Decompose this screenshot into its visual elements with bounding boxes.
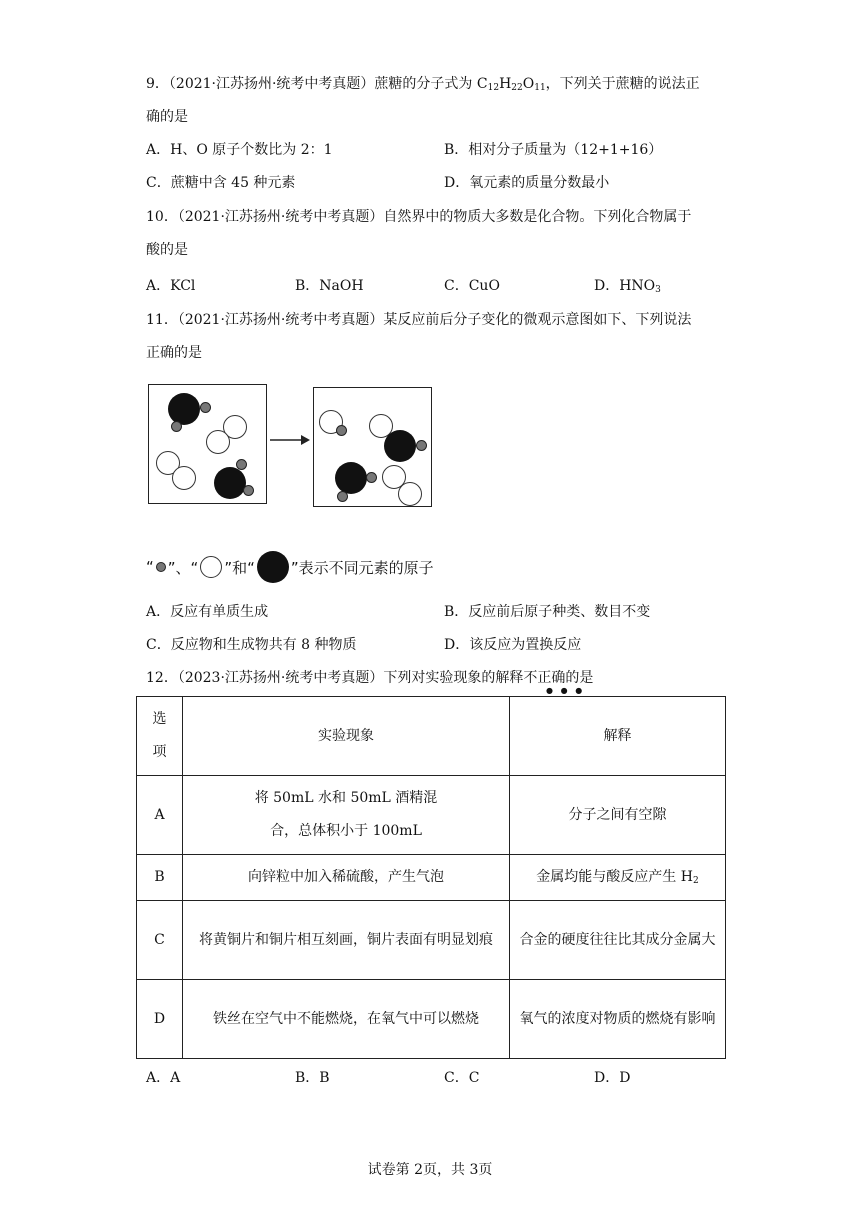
q11-option-a: A．反应有单质生成: [146, 604, 269, 620]
q10-option-c: C．CuO: [444, 278, 500, 294]
q9-option-c: C．蔗糖中含 45 种元素: [146, 175, 296, 191]
black-atom-legend-icon: [257, 551, 289, 583]
gray-atom: [171, 421, 182, 432]
gray-atom: [366, 472, 377, 483]
q11-option-b: B．反应前后原子种类、数目不变: [444, 604, 651, 620]
phenomenon-cell: 向锌粒中加入稀硫酸，产生气泡: [183, 855, 510, 901]
experiment-table: [136, 696, 726, 1059]
table-row: B 向锌粒中加入稀硫酸，产生气泡 金属均能与酸反应产生 $H_2$: [137, 855, 726, 901]
table-header-row: [137, 697, 726, 776]
page-footer: 试卷第 2页，共 3页: [367, 1162, 493, 1178]
header-option: 选项: [137, 697, 183, 776]
table-row: D 铁丝在空气中不能燃烧，在氧气中可以燃烧 氧气的浓度对物质的燃烧有影响: [137, 980, 726, 1059]
gray-atom: [336, 425, 347, 436]
black-atom: [168, 393, 200, 425]
q10-stem: 10．（2021·江苏扬州·统考中考真题）自然界中的物质大多数是化合物。下列化合物属于: [146, 209, 692, 225]
atom-legend: “ ”、“ ”和“ ”表示不同元素的原子: [146, 551, 434, 583]
q12-option-a: A．A: [146, 1070, 181, 1086]
white-atom: [172, 466, 196, 490]
white-atom-legend-icon: [200, 556, 222, 578]
q9-option-d: D．氧元素的质量分数最小: [444, 175, 610, 191]
header-explanation: 解释: [510, 697, 726, 776]
q11-option-c: C．反应物和生成物共有 8 种物质: [146, 637, 357, 653]
q12-option-c: C．C: [444, 1070, 480, 1086]
gray-atom-legend-icon: [156, 562, 166, 572]
table-row: A 将 50mL 水和 50mL 酒精混合，总体积小于 100mL 分子之间有空隙: [137, 776, 726, 855]
explanation-cell: 分子之间有空隙: [510, 776, 726, 855]
q10-option-b: B．NaOH: [295, 278, 364, 294]
q12-option-d: D．D: [594, 1070, 631, 1086]
black-atom: [214, 467, 246, 499]
q12-stem: 12．（2023·江苏扬州·统考中考真题）下列对实验现象的解释不正确的是: [146, 670, 594, 686]
q9-stem-line2: 确的是: [146, 109, 188, 125]
gray-atom: [200, 402, 211, 413]
phenomenon-cell: 将 50mL 水和 50mL 酒精混合，总体积小于 100mL: [183, 776, 510, 855]
reaction-arrow-icon: [270, 434, 310, 446]
header-phenomenon: 实验现象: [183, 697, 510, 776]
q10-option-d: D．$HNO_3$: [594, 278, 661, 295]
phenomenon-cell: 将黄铜片和铜片相互刻画，铜片表面有明显划痕: [183, 901, 510, 980]
q11-stem: 11．（2021·江苏扬州·统考中考真题）某反应前后分子变化的微观示意图如下、下列说法: [146, 312, 692, 328]
q9-option-a: A．H、O 原子个数比为 2：1: [146, 142, 333, 158]
explanation-cell: 金属均能与酸反应产生 $H_2$: [510, 855, 726, 901]
explanation-cell: 合金的硬度往往比其成分金属大: [510, 901, 726, 980]
q11-stem-line2: 正确的是: [146, 345, 202, 361]
q11-option-d: D．该反应为置换反应: [444, 637, 582, 653]
phenomenon-cell: 铁丝在空气中不能燃烧，在氧气中可以燃烧: [183, 980, 510, 1059]
emphasis-dots: ● ● ●: [546, 686, 583, 695]
gray-atom: [243, 485, 254, 496]
black-atom: [335, 462, 367, 494]
white-atom: [398, 482, 422, 506]
gray-atom: [337, 491, 348, 502]
reactants-box: [148, 384, 267, 504]
white-atom: [206, 430, 230, 454]
gray-atom: [416, 440, 427, 451]
q9-stem: 9．（2021·江苏扬州·统考中考真题）蔗糖的分子式为 $C_{12}H_{22}O_{11}$，下列关于蔗糖的说法正: [146, 76, 700, 93]
explanation-cell: 氧气的浓度对物质的燃烧有影响: [510, 980, 726, 1059]
q9-option-b: B．相对分子质量为（12+1+16）: [444, 142, 663, 158]
products-box: [313, 387, 432, 507]
q10-stem-line2: 酸的是: [146, 242, 188, 258]
black-atom: [384, 430, 416, 462]
table-row: C 将黄铜片和铜片相互刻画，铜片表面有明显划痕 合金的硬度往往比其成分金属大: [137, 901, 726, 980]
q10-option-a: A．KCl: [146, 278, 196, 294]
q12-option-b: B．B: [295, 1070, 330, 1086]
